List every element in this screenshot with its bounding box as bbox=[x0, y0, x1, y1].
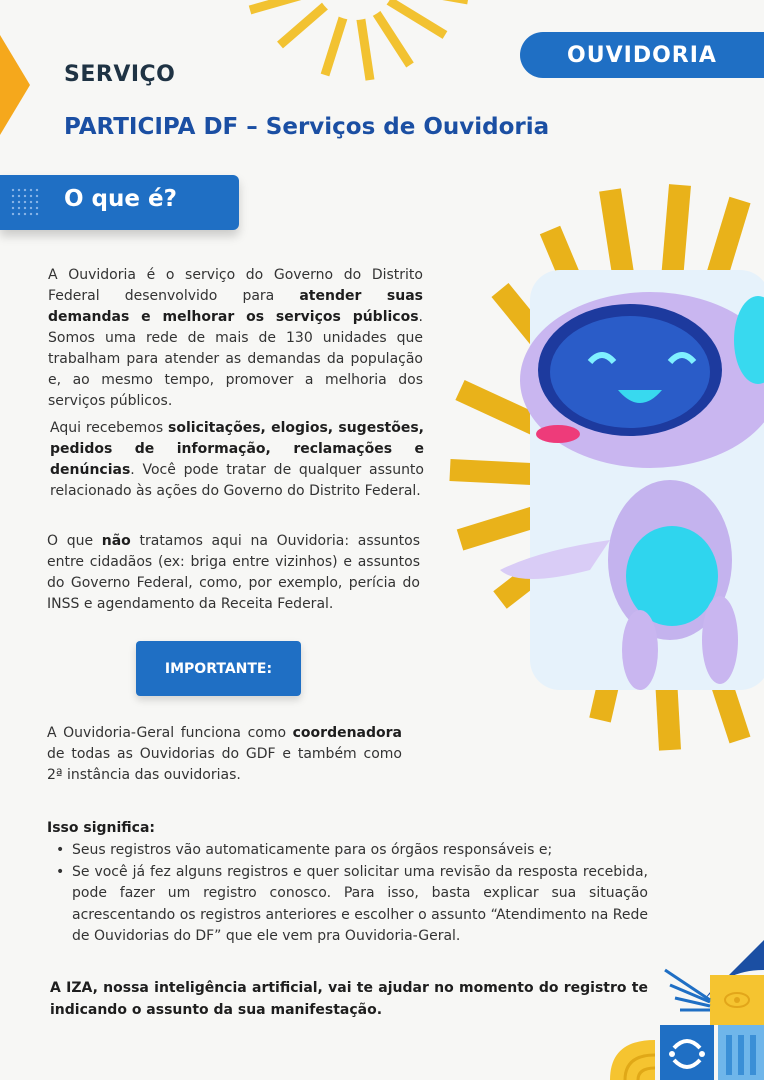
page-title: PARTICIPA DF – Serviços de Ouvidoria bbox=[64, 114, 550, 140]
paragraph-text: . Somos uma rede de mais de 130 unidades que trabalham para atender as demandas da população e, ao mesmo tempo, promover a melhoria dos serviços públicos. bbox=[48, 309, 423, 409]
category-badge: OUVIDORIA bbox=[520, 32, 764, 78]
paragraph-text: A Ouvidoria é o serviço do Governo do Distrito Federal desenvolvido para bbox=[48, 267, 423, 304]
page-kicker: SERVIÇO bbox=[64, 62, 176, 87]
meaning-heading: Isso significa: bbox=[47, 820, 156, 836]
meaning-list bbox=[52, 840, 648, 948]
sunburst-decoration-top bbox=[230, 0, 480, 100]
paragraph-text: Aqui recebemos bbox=[50, 420, 169, 436]
left-chevron-decoration bbox=[0, 35, 30, 135]
list-item: • Seus registros vão automaticamente para os órgãos responsáveis e; bbox=[52, 840, 648, 862]
corner-decoration bbox=[610, 940, 764, 1080]
dots-pattern bbox=[10, 187, 40, 217]
paragraph-emphasis: atender suas demandas e melhorar os serviços públicos bbox=[48, 288, 423, 325]
paragraph-text: A Ouvidoria-Geral funciona como bbox=[47, 725, 293, 741]
section-title: O que é? bbox=[64, 186, 177, 212]
paragraph-text: . Você pode tratar de qualquer assunto relacionado às ações do Governo do Distrito Federal. bbox=[50, 462, 424, 499]
paragraph-text: O que bbox=[47, 533, 102, 549]
paragraph-what-is bbox=[48, 265, 423, 412]
building-icon bbox=[718, 1025, 764, 1080]
paragraph-emphasis: solicitações, elogios, sugestões, pedidos de informação, reclamações e denúncias bbox=[50, 420, 424, 478]
paragraph-emphasis: coordenadora bbox=[292, 725, 402, 741]
paragraph-emphasis: não bbox=[101, 533, 131, 549]
closing-note: A IZA, nossa inteligência artificial, vai te ajudar no momento do registro te indicando o assunto da sua manifestação. bbox=[50, 980, 648, 1018]
important-label-box: IMPORTANTE: bbox=[136, 641, 301, 696]
paragraph-what-we-receive bbox=[50, 418, 424, 502]
list-item: • Se você já fez alguns registros e quer solicitar uma revisão da resposta recebida, pode fazer um registro conosco. Para isso, basta explicar sua situação acrescentando os registros anteriores e escolher o assunto “Atendimento na Rede de Ouvidorias do DF” que ele vem pra Ouvidoria-Geral. bbox=[52, 862, 648, 948]
paragraph-what-we-dont-handle bbox=[47, 531, 420, 615]
paragraph-text: de todas as Ouvidorias do GDF e também como 2ª instância das ouvidorias. bbox=[47, 746, 402, 783]
section-header bbox=[0, 175, 239, 230]
robot-mascot-illustration bbox=[440, 180, 764, 760]
paragraph-coordinator bbox=[47, 723, 402, 786]
paragraph-text: tratamos aqui na Ouvidoria: assuntos entre cidadãos (ex: briga entre vizinhos) e assuntos do Governo Federal, como, por exemplo, perícia do INSS e agendamento da Receita Federal. bbox=[47, 533, 421, 612]
